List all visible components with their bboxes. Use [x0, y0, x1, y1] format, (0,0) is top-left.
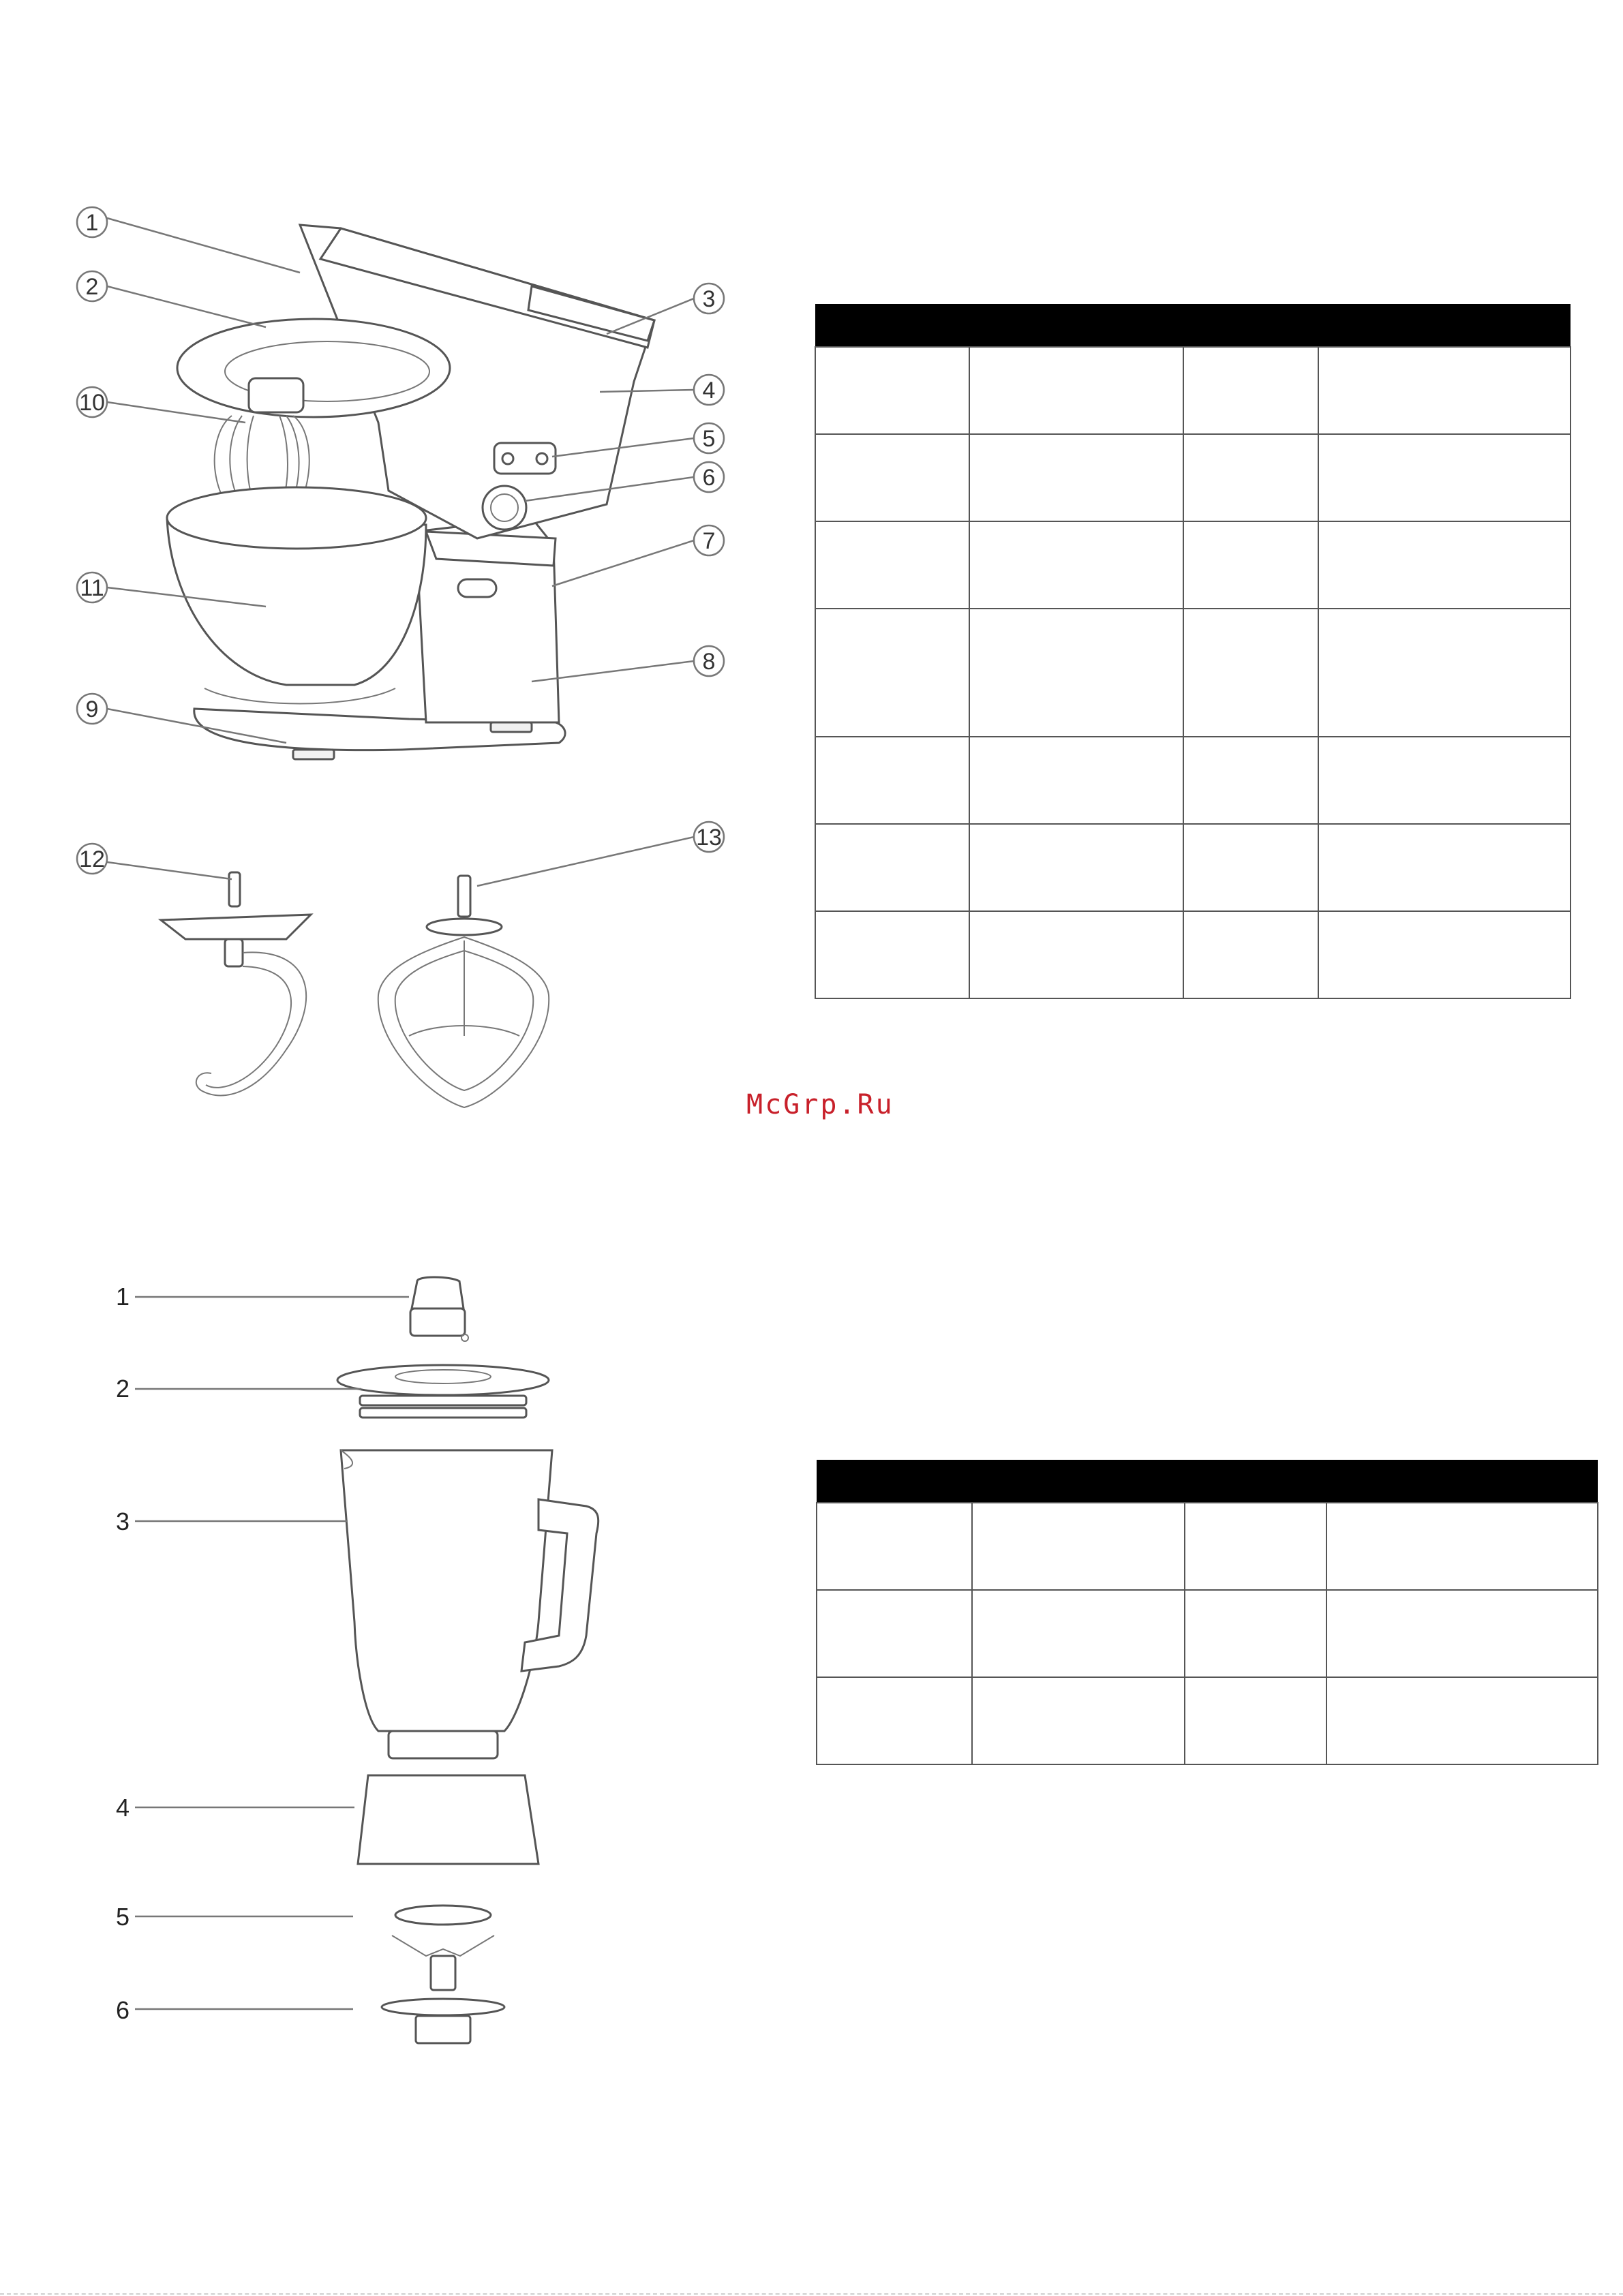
svg-text:10: 10 [79, 390, 105, 416]
blender-parts-table [816, 1460, 1598, 1765]
jug-base [358, 1775, 539, 1864]
table-row [815, 347, 1571, 434]
table-row [817, 1503, 1598, 1590]
svg-text:4: 4 [115, 1794, 130, 1822]
mixer-parts-table [815, 304, 1571, 999]
dough-hook [161, 872, 311, 1096]
svg-text:2: 2 [115, 1375, 130, 1403]
blender-jug [341, 1450, 598, 1758]
mixer-callout-2 [77, 271, 266, 327]
table-row [815, 609, 1571, 737]
table-row [815, 911, 1571, 998]
blender-illustration [337, 1277, 598, 2043]
blender-callout-1 [116, 1283, 409, 1311]
mixer-callout-13 [477, 822, 724, 886]
svg-text:7: 7 [702, 528, 716, 554]
table-row [815, 434, 1571, 521]
blender-callout-5 [116, 1903, 353, 1931]
svg-text:8: 8 [702, 649, 716, 675]
blade-assembly [382, 1935, 504, 2043]
table-header-bar [815, 304, 1571, 347]
table-row [817, 1677, 1598, 1764]
table-row [817, 1590, 1598, 1677]
table-row [815, 737, 1571, 824]
svg-text:4: 4 [702, 378, 716, 403]
flat-beater [378, 876, 549, 1107]
footer-dashed-rule [0, 2293, 1623, 2295]
table-row [815, 521, 1571, 609]
svg-text:5: 5 [115, 1903, 130, 1931]
blender-callout-6 [116, 1996, 353, 2024]
mixer-callout-12 [77, 844, 232, 879]
blender-callout-2 [116, 1375, 361, 1403]
blender-callout-3 [116, 1507, 348, 1535]
table-row [815, 824, 1571, 911]
svg-text:1: 1 [85, 210, 99, 236]
mixer-callout-1 [77, 207, 300, 273]
seal-ring [395, 1905, 491, 1925]
svg-text:11: 11 [80, 575, 104, 601]
stand-mixer-illustration [161, 225, 654, 1107]
svg-text:9: 9 [85, 697, 99, 722]
svg-text:12: 12 [79, 846, 105, 872]
svg-text:2: 2 [85, 274, 99, 300]
mixing-bowl [167, 487, 426, 704]
blender-callout-4 [116, 1794, 354, 1822]
svg-text:1: 1 [115, 1283, 130, 1311]
table-header-bar [817, 1460, 1598, 1503]
jug-lid [337, 1365, 549, 1418]
mixer-callout-7 [552, 525, 724, 586]
svg-text:3: 3 [702, 286, 716, 312]
svg-text:13: 13 [696, 825, 722, 851]
mixer-callout-8 [532, 646, 724, 682]
svg-text:6: 6 [115, 1996, 130, 2024]
measuring-cap [410, 1277, 468, 1341]
svg-text:6: 6 [702, 465, 716, 491]
svg-text:5: 5 [702, 426, 716, 452]
svg-text:3: 3 [115, 1507, 130, 1535]
watermark-text: McGrp.Ru [746, 1089, 894, 1120]
mixer-callout-3 [607, 284, 724, 334]
